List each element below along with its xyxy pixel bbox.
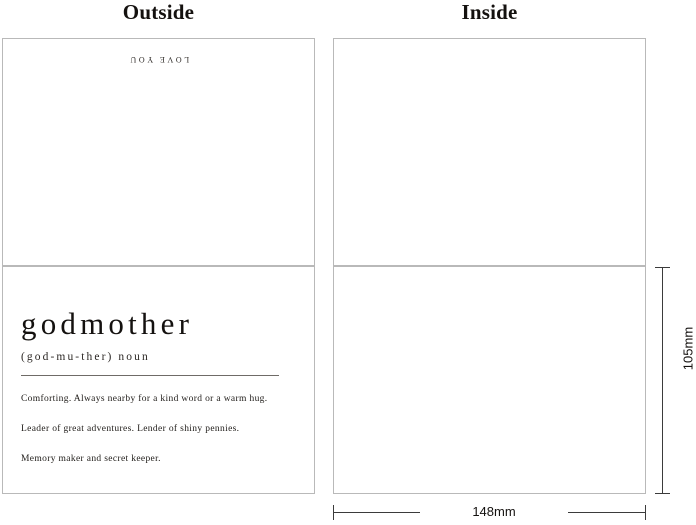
card-panel-inside-top <box>333 38 646 266</box>
height-guide-cap-top <box>655 267 670 268</box>
definition-block <box>21 307 296 466</box>
width-guide-cap-left <box>333 505 334 520</box>
definition-word: godmother <box>21 306 194 341</box>
width-dimension-label: 148mm <box>420 504 568 519</box>
definition-line-3: Memory maker and secret keeper. <box>21 453 161 464</box>
height-guide-cap-bottom <box>655 493 670 494</box>
card-panel-back-cover <box>2 38 315 266</box>
card-panel-front-cover <box>2 266 315 494</box>
definition-line-2: Leader of great adventures. Lender of shiny pennies. <box>21 423 240 434</box>
definition-divider <box>21 375 279 376</box>
height-guide-line <box>662 267 663 494</box>
card-panel-inside-bottom <box>333 266 646 494</box>
back-cover-love-you-text: LOVE YOU <box>127 55 190 64</box>
definition-line-1: Comforting. Always nearby for a kind word or a warm hug. <box>21 394 268 405</box>
definition-pronunciation: (god-mu-ther) noun <box>21 351 150 364</box>
column-heading-inside: Inside <box>461 0 518 24</box>
height-dimension-label: 105mm <box>680 326 696 371</box>
column-heading-outside: Outside <box>122 0 195 24</box>
width-guide-cap-right <box>645 505 646 520</box>
